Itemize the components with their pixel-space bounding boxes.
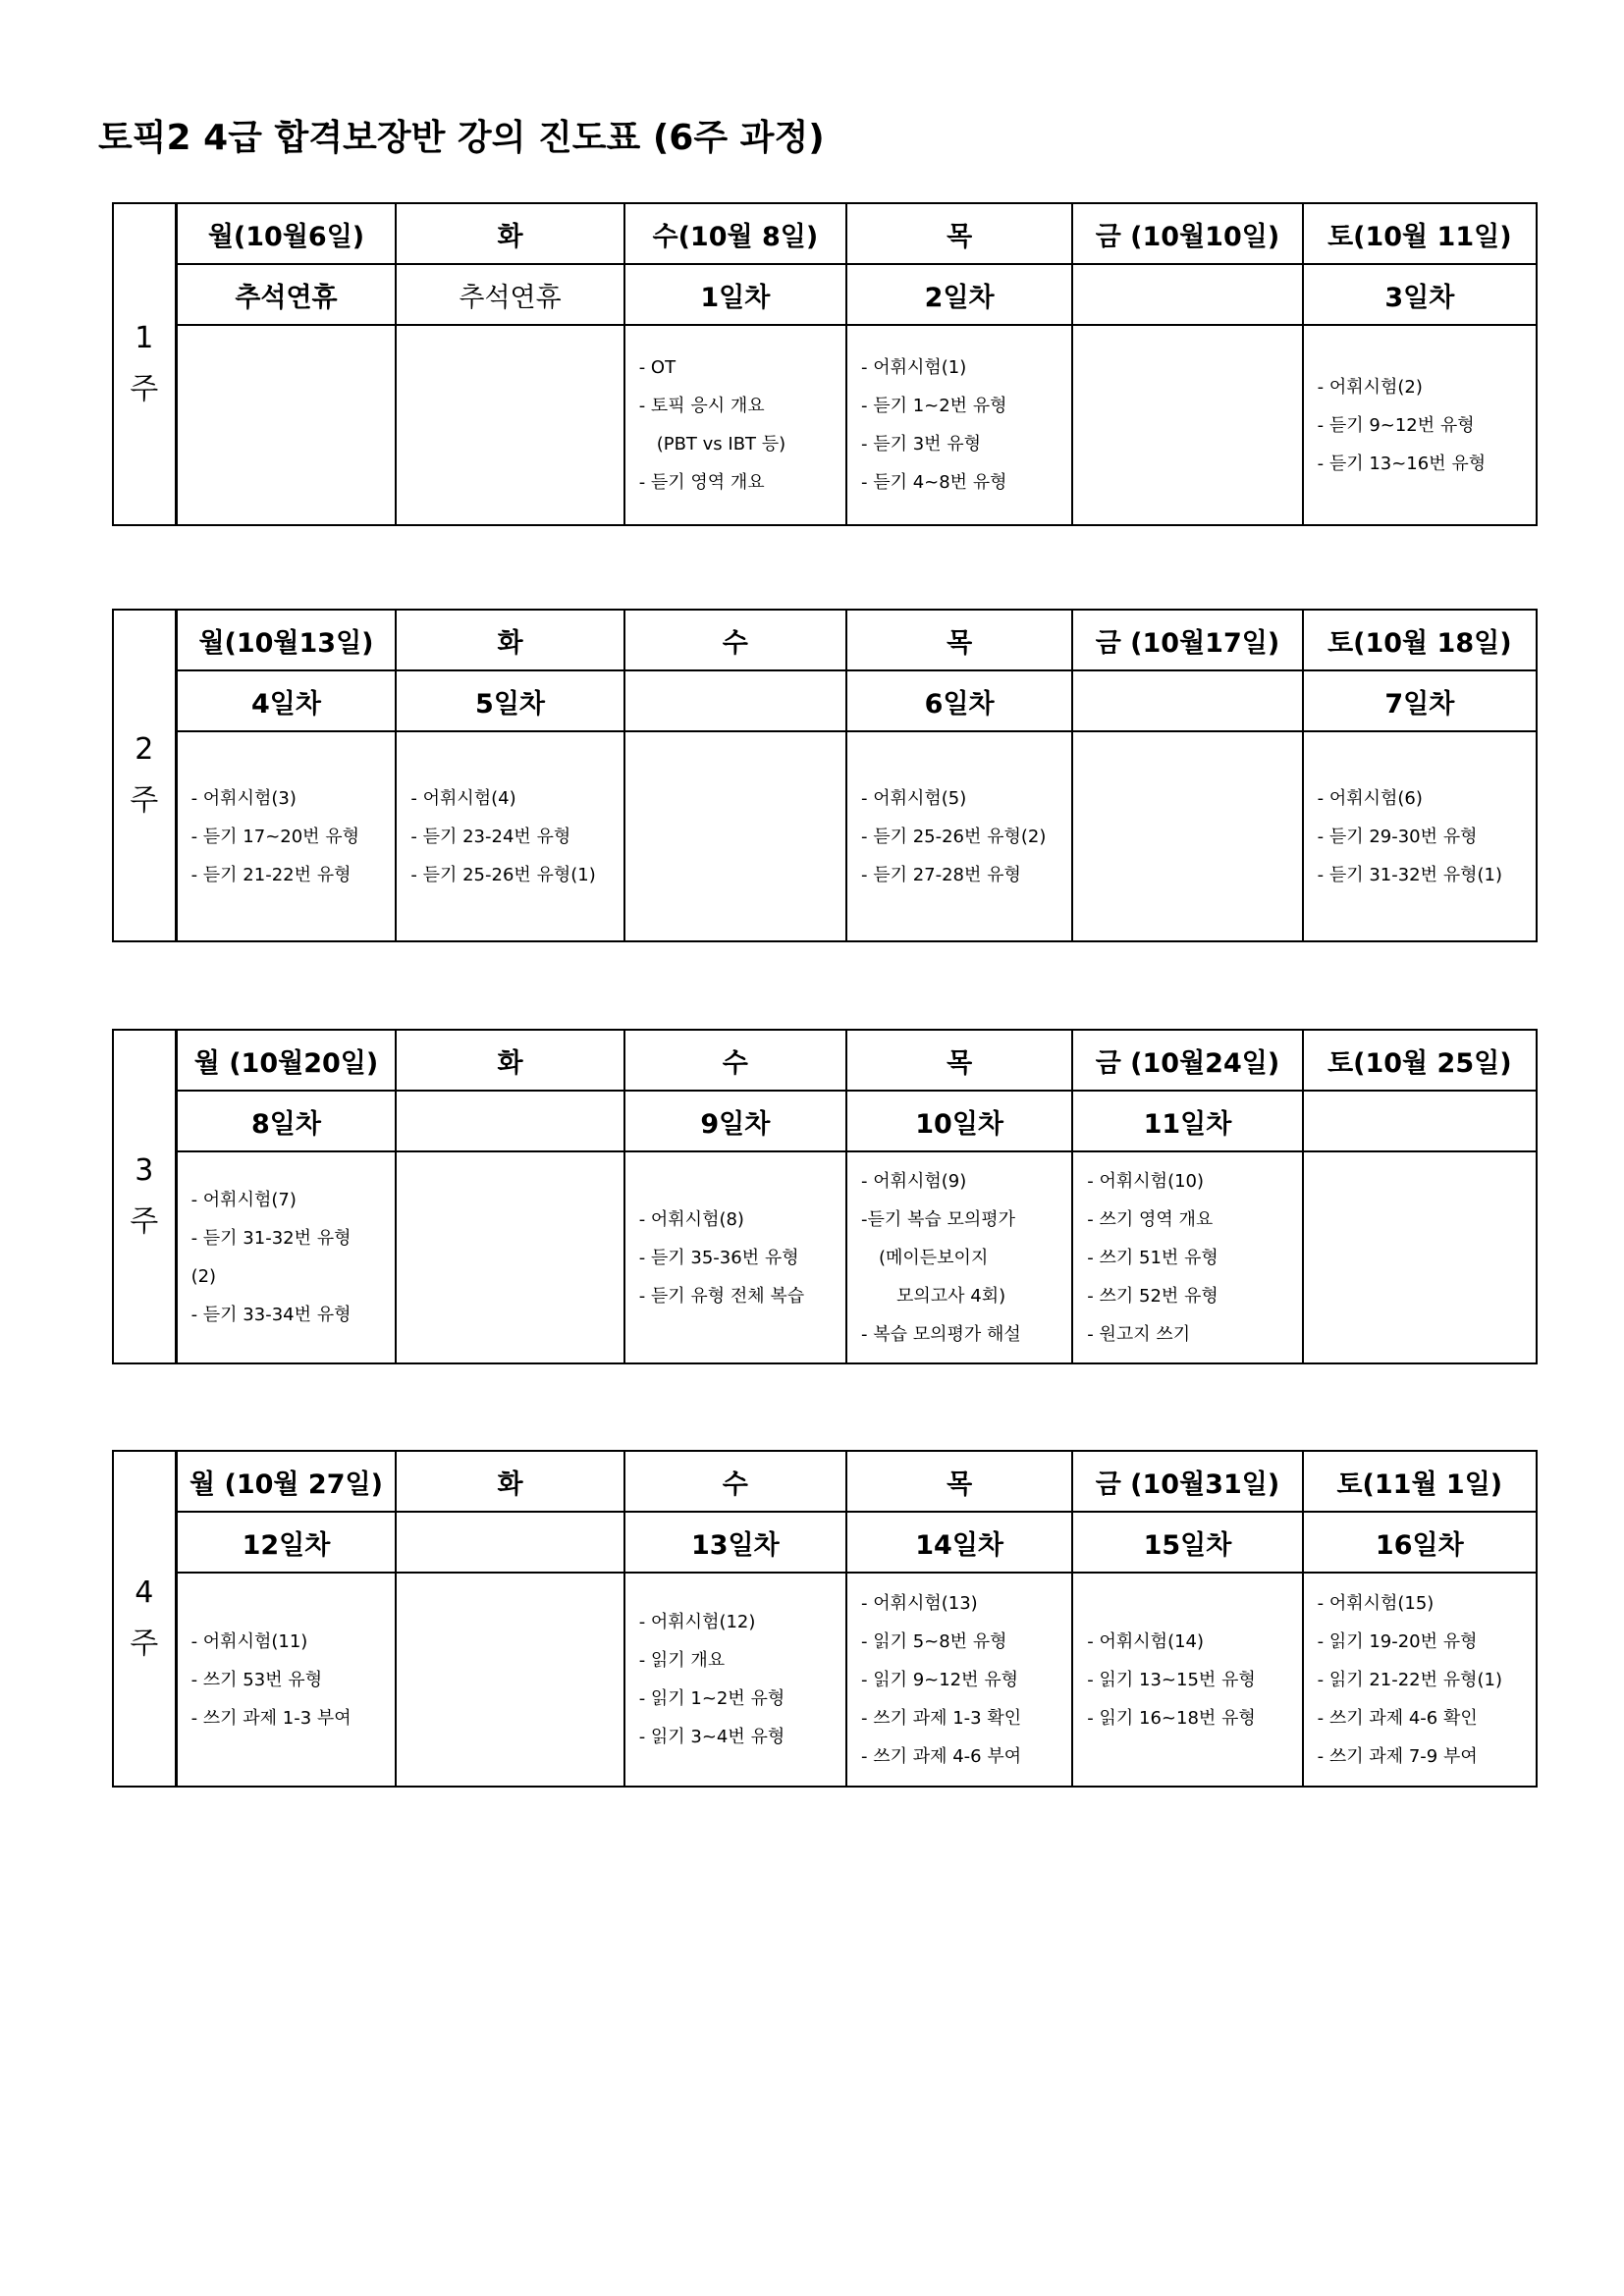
lesson-label: 16일차 (1303, 1512, 1537, 1573)
lesson-topic-list (847, 341, 1071, 509)
lesson-topic: - 쓰기 영역 개요 (1087, 1208, 1214, 1230)
week-unit: 주 (130, 1204, 159, 1239)
lesson-topic: - 듣기 35-36번 유형 (638, 1247, 799, 1268)
lesson-topic: - 듣기 29-30번 유형 (1317, 826, 1478, 847)
week-unit: 주 (130, 372, 159, 406)
lesson-content (1303, 1573, 1537, 1787)
lesson-topic: - 쓰기 과제 7-9 부여 (1317, 1745, 1478, 1767)
lesson-content (624, 731, 846, 941)
day-header: 수(10월 8일) (624, 203, 846, 264)
day-header: 화 (396, 1030, 623, 1091)
lesson-label: 추석연휴 (176, 264, 396, 325)
lesson-content (176, 1151, 396, 1363)
lesson-label: 9일차 (624, 1091, 846, 1151)
lesson-label (624, 670, 846, 731)
lesson-topic: - 쓰기 51번 유형 (1087, 1247, 1218, 1268)
day-header: 월(10월6일) (176, 203, 396, 264)
lesson-topic: - 듣기 25-26번 유형(1) (410, 864, 596, 885)
week-table-3 (112, 1029, 1538, 1364)
lesson-topic-list (847, 772, 1071, 902)
lesson-topic: - 듣기 1~2번 유형 (860, 396, 1007, 416)
lesson-topic: - 어휘시험(1) (860, 357, 967, 378)
lesson-topic-list (178, 1615, 396, 1745)
lesson-label: 추석연휴 (396, 264, 623, 325)
day-header: 토(10월 11일) (1303, 203, 1537, 264)
lesson-topic-list (1073, 1154, 1301, 1362)
day-header: 토(10월 18일) (1303, 610, 1537, 670)
lesson-content (176, 325, 396, 525)
day-header: 목 (846, 1030, 1072, 1091)
page-title: 토픽2 4급 합격보장반 강의 진도표 (6주 과정) (98, 118, 825, 158)
lesson-topic: - 듣기 9~12번 유형 (1317, 414, 1475, 436)
lesson-topic: - 읽기 개요 (638, 1650, 726, 1671)
lesson-content (624, 1151, 846, 1363)
lesson-label: 2일차 (846, 264, 1072, 325)
lesson-topic-list (625, 341, 845, 509)
lesson-topic: - 어휘시험(4) (410, 787, 516, 809)
lesson-topic: - 듣기 21-22번 유형 (190, 864, 352, 885)
lesson-topic: - 어휘시험(15) (1317, 1592, 1435, 1614)
lesson-topic: - 읽기 19-20번 유형 (1317, 1630, 1478, 1652)
day-header: 목 (846, 1451, 1072, 1512)
day-header: 화 (396, 203, 623, 264)
lesson-content (1072, 325, 1302, 525)
day-header: 월 (10월20일) (176, 1030, 396, 1091)
lesson-topic-list (625, 1193, 845, 1323)
week-table-2 (112, 609, 1538, 942)
lesson-topic: - 어휘시험(11) (190, 1630, 308, 1652)
lesson-topic: (메이든보이지 (878, 1247, 989, 1268)
day-header: 금 (10월10일) (1072, 203, 1302, 264)
week-label (113, 610, 176, 941)
lesson-topic: - 읽기 9~12번 유형 (860, 1669, 1019, 1690)
week-label (113, 1030, 176, 1363)
lesson-label: 8일차 (176, 1091, 396, 1151)
lesson-topic-list (1304, 1576, 1536, 1784)
day-header: 수 (624, 1451, 846, 1512)
lesson-topic: 모의고사 4회) (895, 1285, 1006, 1307)
lesson-topic: - 듣기 17~20번 유형 (190, 826, 360, 847)
lesson-content (176, 1573, 396, 1787)
day-header: 금 (10월24일) (1072, 1030, 1302, 1091)
lesson-label (1072, 670, 1302, 731)
lesson-label (396, 1091, 623, 1151)
day-header: 화 (396, 1451, 623, 1512)
day-header: 토(10월 25일) (1303, 1030, 1537, 1091)
lesson-label: 3일차 (1303, 264, 1537, 325)
lesson-topic: - 듣기 13~16번 유형 (1317, 453, 1487, 474)
lesson-topic: - 읽기 5~8번 유형 (860, 1630, 1007, 1652)
week-unit: 주 (130, 783, 159, 818)
lesson-content (396, 1573, 623, 1787)
lesson-topic: - 어휘시험(12) (638, 1612, 756, 1632)
lesson-label: 13일차 (624, 1512, 846, 1573)
lesson-content (1303, 731, 1537, 941)
lesson-topic: - 어휘시험(2) (1317, 376, 1423, 398)
lesson-label: 11일차 (1072, 1091, 1302, 1151)
lesson-topic-list (397, 772, 623, 902)
lesson-topic: - 듣기 3번 유형 (860, 434, 982, 454)
lesson-topic: - 원고지 쓰기 (1087, 1323, 1191, 1345)
lesson-topic: - 어휘시험(7) (190, 1190, 297, 1210)
lesson-topic: - 듣기 영역 개요 (638, 472, 765, 493)
lesson-content (846, 325, 1072, 525)
lesson-topic: - 어휘시험(13) (860, 1592, 978, 1614)
lesson-content (396, 325, 623, 525)
day-header: 월 (10월 27일) (176, 1451, 396, 1512)
week-unit: 주 (130, 1627, 159, 1661)
lesson-label: 7일차 (1303, 670, 1537, 731)
day-header: 월(10월13일) (176, 610, 396, 670)
lesson-topic-list (847, 1576, 1071, 1784)
lesson-label: 1일차 (624, 264, 846, 325)
lesson-topic: - 듣기 31-32번 유형 (190, 1228, 352, 1249)
lesson-content (1072, 1573, 1302, 1787)
week-label (113, 203, 176, 525)
lesson-content (624, 325, 846, 525)
lesson-content (1072, 731, 1302, 941)
lesson-topic: (PBT vs IBT 등) (656, 434, 786, 454)
lesson-topic: - 어휘시험(3) (190, 787, 297, 809)
lesson-label (396, 1512, 623, 1573)
week-table-1 (112, 202, 1538, 526)
lesson-label: 10일차 (846, 1091, 1072, 1151)
lesson-topic-list (1304, 360, 1536, 491)
day-header: 금 (10월17일) (1072, 610, 1302, 670)
lesson-topic-list (178, 1173, 396, 1342)
lesson-topic-list (1073, 1615, 1301, 1745)
lesson-topic: - 쓰기 52번 유형 (1087, 1285, 1218, 1307)
day-header: 수 (624, 1030, 846, 1091)
lesson-content (846, 1573, 1072, 1787)
lesson-content (846, 1151, 1072, 1363)
lesson-label: 6일차 (846, 670, 1072, 731)
lesson-content (176, 731, 396, 941)
lesson-topic: - 듣기 25-26번 유형(2) (860, 826, 1047, 847)
lesson-topic: - 쓰기 과제 4-6 부여 (860, 1745, 1022, 1767)
lesson-content (1303, 325, 1537, 525)
lesson-topic-list (625, 1595, 845, 1764)
week-number: 3 (135, 1153, 154, 1188)
lesson-topic: - 듣기 4~8번 유형 (860, 472, 1007, 493)
lesson-content (396, 1151, 623, 1363)
lesson-label: 4일차 (176, 670, 396, 731)
lesson-topic: - 읽기 13~15번 유형 (1087, 1669, 1256, 1690)
week-table-4 (112, 1450, 1538, 1788)
lesson-content (624, 1573, 846, 1787)
lesson-topic: - 쓰기 53번 유형 (190, 1669, 323, 1690)
lesson-topic: - 듣기 33-34번 유형 (190, 1305, 352, 1325)
lesson-topic-list (1304, 772, 1536, 902)
lesson-topic: - OT (638, 357, 677, 378)
lesson-label: 14일차 (846, 1512, 1072, 1573)
lesson-topic: - 쓰기 과제 4-6 확인 (1317, 1707, 1478, 1729)
lesson-topic-list (847, 1154, 1071, 1362)
lesson-topic: - 어휘시험(9) (860, 1170, 967, 1192)
week-number: 2 (135, 732, 154, 767)
day-header: 수 (624, 610, 846, 670)
lesson-topic: - 어휘시험(8) (638, 1208, 744, 1230)
lesson-content (396, 731, 623, 941)
lesson-topic: - 어휘시험(6) (1317, 787, 1423, 809)
lesson-topic: - 어휘시험(10) (1087, 1170, 1205, 1192)
lesson-topic: - 어휘시험(5) (860, 787, 967, 809)
lesson-topic: - 읽기 1~2번 유형 (638, 1688, 785, 1709)
week-number: 1 (135, 321, 154, 355)
lesson-topic: - 어휘시험(14) (1087, 1630, 1205, 1652)
lesson-content (1303, 1151, 1537, 1363)
lesson-topic: - 듣기 31-32번 유형(1) (1317, 864, 1503, 885)
day-header: 목 (846, 610, 1072, 670)
day-header: 화 (396, 610, 623, 670)
lesson-topic: (2) (190, 1266, 217, 1287)
lesson-topic: - 읽기 16~18번 유형 (1087, 1707, 1256, 1729)
lesson-topic: - 쓰기 과제 1-3 확인 (860, 1707, 1022, 1729)
day-header: 토(11월 1일) (1303, 1451, 1537, 1512)
lesson-topic: -듣기 복습 모의평가 (860, 1208, 1016, 1230)
lesson-label: 15일차 (1072, 1512, 1302, 1573)
lesson-label: 12일차 (176, 1512, 396, 1573)
lesson-content (846, 731, 1072, 941)
day-header: 금 (10월31일) (1072, 1451, 1302, 1512)
lesson-content (1072, 1151, 1302, 1363)
week-number: 4 (135, 1575, 154, 1610)
lesson-topic: - 듣기 27-28번 유형 (860, 864, 1021, 885)
lesson-topic: - 듣기 유형 전체 복습 (638, 1285, 805, 1307)
lesson-topic: - 읽기 21-22번 유형(1) (1317, 1669, 1503, 1690)
lesson-label (1072, 264, 1302, 325)
lesson-topic: - 읽기 3~4번 유형 (638, 1727, 785, 1747)
lesson-label: 5일차 (396, 670, 623, 731)
week-label (113, 1451, 176, 1787)
lesson-topic: - 듣기 23-24번 유형 (410, 826, 571, 847)
lesson-topic: - 복습 모의평가 해설 (860, 1323, 1021, 1345)
lesson-topic-list (178, 772, 396, 902)
day-header: 목 (846, 203, 1072, 264)
lesson-label (1303, 1091, 1537, 1151)
lesson-topic: - 쓰기 과제 1-3 부여 (190, 1707, 352, 1729)
lesson-topic: - 토픽 응시 개요 (638, 396, 765, 416)
